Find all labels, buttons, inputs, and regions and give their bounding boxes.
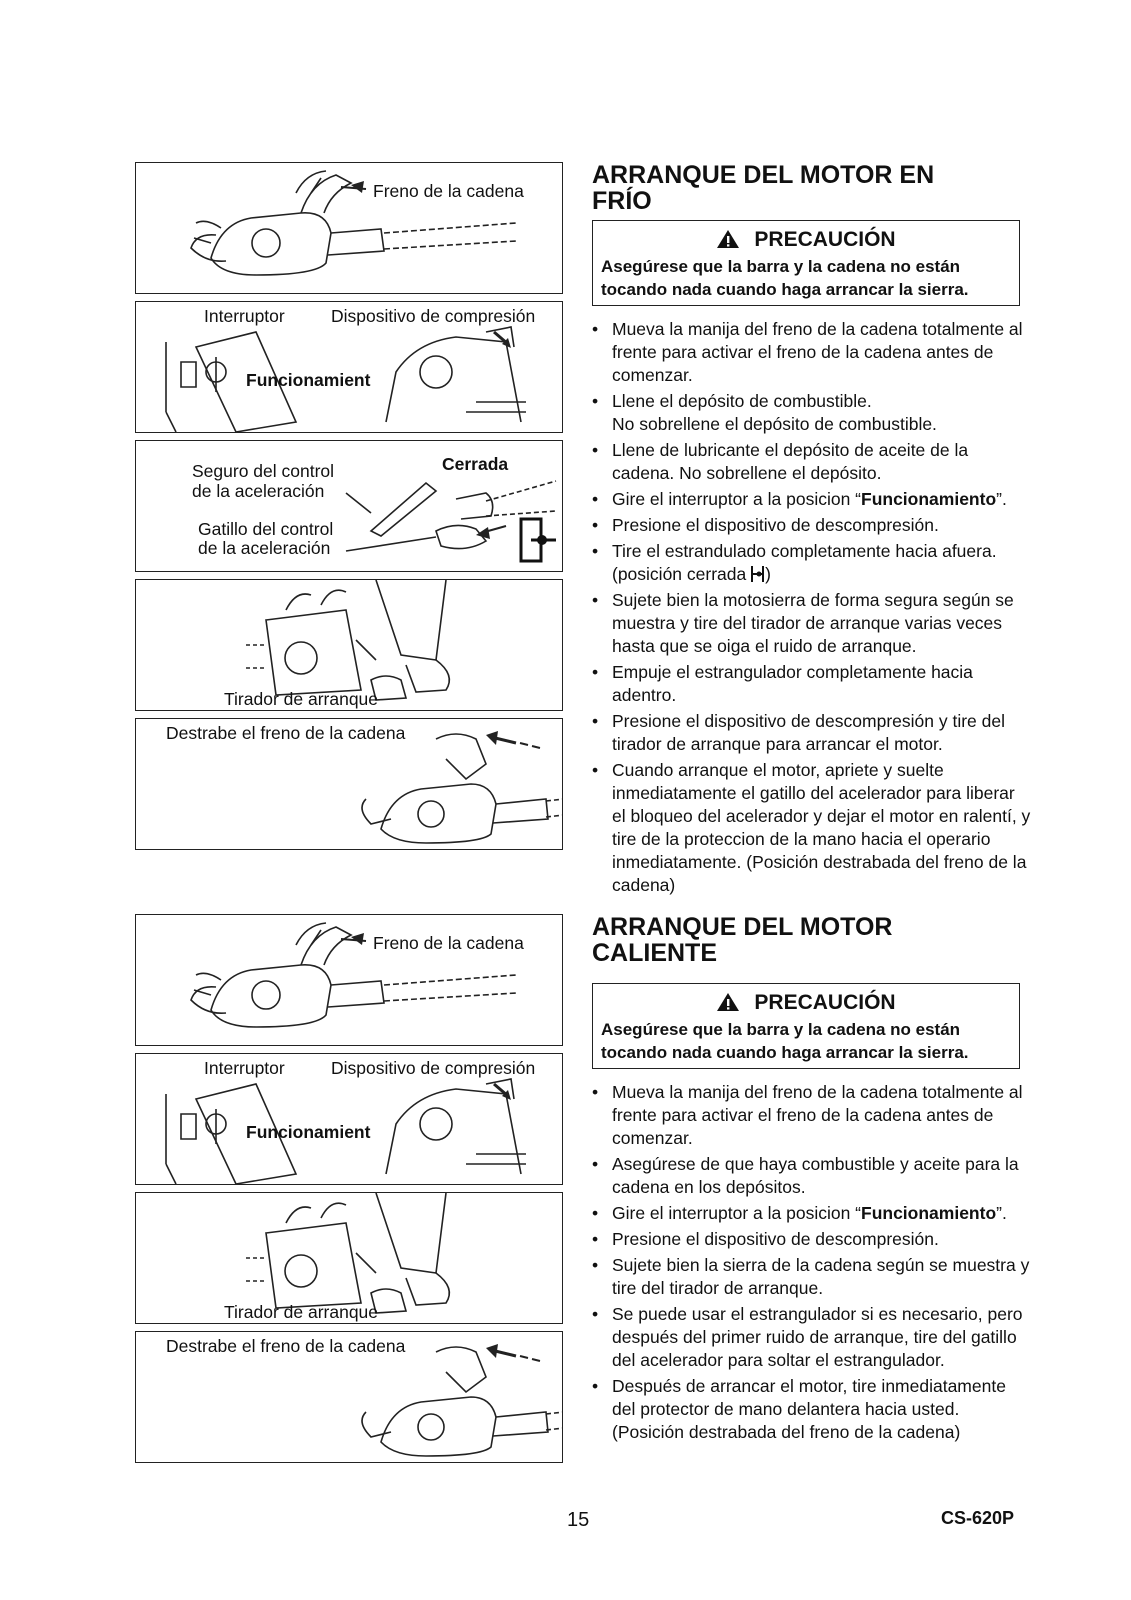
label-throttle-trigger-2: de la aceleración — [198, 538, 331, 558]
illustration-pull-starter-hot — [135, 1192, 563, 1324]
list-item: • Presione el dispositivo de descompresión. — [592, 1228, 1032, 1251]
list-item: • Mueva la manija del freno de la cadena totalmente al frente para activar el freno de la cadena antes de comenzar. — [592, 1081, 1032, 1150]
list-item: • Llene el depósito de combustible. No sobrellene el depósito de combustible. — [592, 390, 1032, 436]
choke-closed-icon — [751, 565, 765, 583]
illustration-chain-brake-engage — [135, 162, 563, 294]
caution-heading: PRECAUCIÓN — [754, 991, 896, 1014]
label-decompression: Dispositivo de compresión — [331, 1058, 536, 1078]
label-throttle-lock-2: de la aceleración — [192, 481, 325, 501]
caution-box — [592, 220, 1020, 306]
label-switch: Interruptor — [204, 1058, 285, 1078]
label-throttle-trigger-1: Gatillo del control — [198, 519, 334, 539]
list-item: • Tire el estrandulado completamente hacia afuera. (posición cerrada ) — [592, 540, 1032, 586]
label-closed: Cerrada — [442, 454, 509, 474]
list-item: • Cuando arranque el motor, apriete y suelte inmediatamente el gatillo del acelerador para liberar el bloqueo del acelerador y dejar el motor en ralentí, y tire de la proteccion de la mano hacia el operario inmediatamente. (Posición destrabada del freno de la cadena) — [592, 759, 1032, 897]
list-item: • Sujete bien la motosierra de forma segura según se muestra y tire del tirador de arranque varias veces hasta que se oiga el ruido de arranque. — [592, 589, 1032, 658]
caution-box — [592, 983, 1020, 1069]
label-pull-starter: Tirador de arranque — [224, 689, 379, 709]
label-throttle-lock-1: Seguro del control — [192, 461, 335, 481]
cold-start-steps — [592, 318, 1032, 900]
illustration-switch-decompression — [135, 301, 563, 433]
warning-icon — [716, 229, 740, 249]
warning-icon — [716, 992, 740, 1012]
list-item: • Presione el dispositivo de descompresión. — [592, 514, 1032, 537]
list-item: • Sujete bien la sierra de la cadena según se muestra y tire del tirador de arranque. — [592, 1254, 1032, 1300]
section-title-hot-start: ARRANQUE DEL MOTOR CALIENTE — [592, 913, 893, 967]
list-item: • Empuje el estrangulador completamente hacia adentro. — [592, 661, 1032, 707]
caution-heading: PRECAUCIÓN — [754, 228, 896, 251]
page-number: 15 — [567, 1509, 590, 1531]
illustration-throttle-lock — [135, 440, 563, 572]
list-item: • Mueva la manija del freno de la cadena totalmente al frente para activar el freno de la cadena antes de comenzar. — [592, 318, 1032, 387]
list-item: • Se puede usar el estrangulador si es necesario, pero después del primer ruido de arranque, tire del gatillo del acelerador para soltar el estrangulador. — [592, 1303, 1032, 1372]
label-decompression: Dispositivo de compresión — [331, 306, 536, 326]
model-number: CS-620P — [941, 1508, 1015, 1528]
label-release-brake: Destrabe el freno de la cadena — [166, 723, 406, 743]
illustration-release-brake-hot — [135, 1331, 563, 1463]
caution-text: Asegúrese que la barra y la cadena no están tocando nada cuando haga arrancar la sierra. — [601, 257, 969, 299]
illustration-pull-starter — [135, 579, 563, 711]
list-item: • Después de arrancar el motor, tire inmediatamente del protector de mano delantera hacia usted. (Posición destrabada del freno de la cadena) — [592, 1375, 1032, 1444]
illustration-release-brake — [135, 718, 563, 850]
list-item: • Gire el interruptor a la posicion “Funcionamiento”. — [592, 1202, 1032, 1225]
label-chain-brake: Freno de la cadena — [373, 933, 524, 953]
label-on-position: Funcionamient — [246, 1122, 371, 1142]
list-item: • Asegúrese de que haya combustible y aceite para la cadena en los depósitos. — [592, 1153, 1032, 1199]
hot-start-steps — [592, 1081, 1032, 1447]
label-chain-brake: Freno de la cadena — [373, 181, 524, 201]
illustration-chain-brake-engage-hot — [135, 914, 563, 1046]
illustration-switch-decompression-hot — [135, 1053, 563, 1185]
caution-text: Asegúrese que la barra y la cadena no están tocando nada cuando haga arrancar la sierra. — [601, 1020, 969, 1062]
label-pull-starter: Tirador de arranque — [224, 1302, 379, 1322]
list-item: • Presione el dispositivo de descompresión y tire del tirador de arranque para arrancar el motor. — [592, 710, 1032, 756]
label-release-brake: Destrabe el freno de la cadena — [166, 1336, 406, 1356]
label-switch: Interruptor — [204, 306, 285, 326]
list-item: • Llene de lubricante el depósito de aceite de la cadena. No sobrellene el depósito. — [592, 439, 1032, 485]
label-on-position: Funcionamient — [246, 370, 371, 390]
list-item: • Gire el interruptor a la posicion “Funcionamiento”. — [592, 488, 1032, 511]
section-title-cold-start: ARRANQUE DEL MOTOR EN FRÍO — [592, 161, 935, 215]
